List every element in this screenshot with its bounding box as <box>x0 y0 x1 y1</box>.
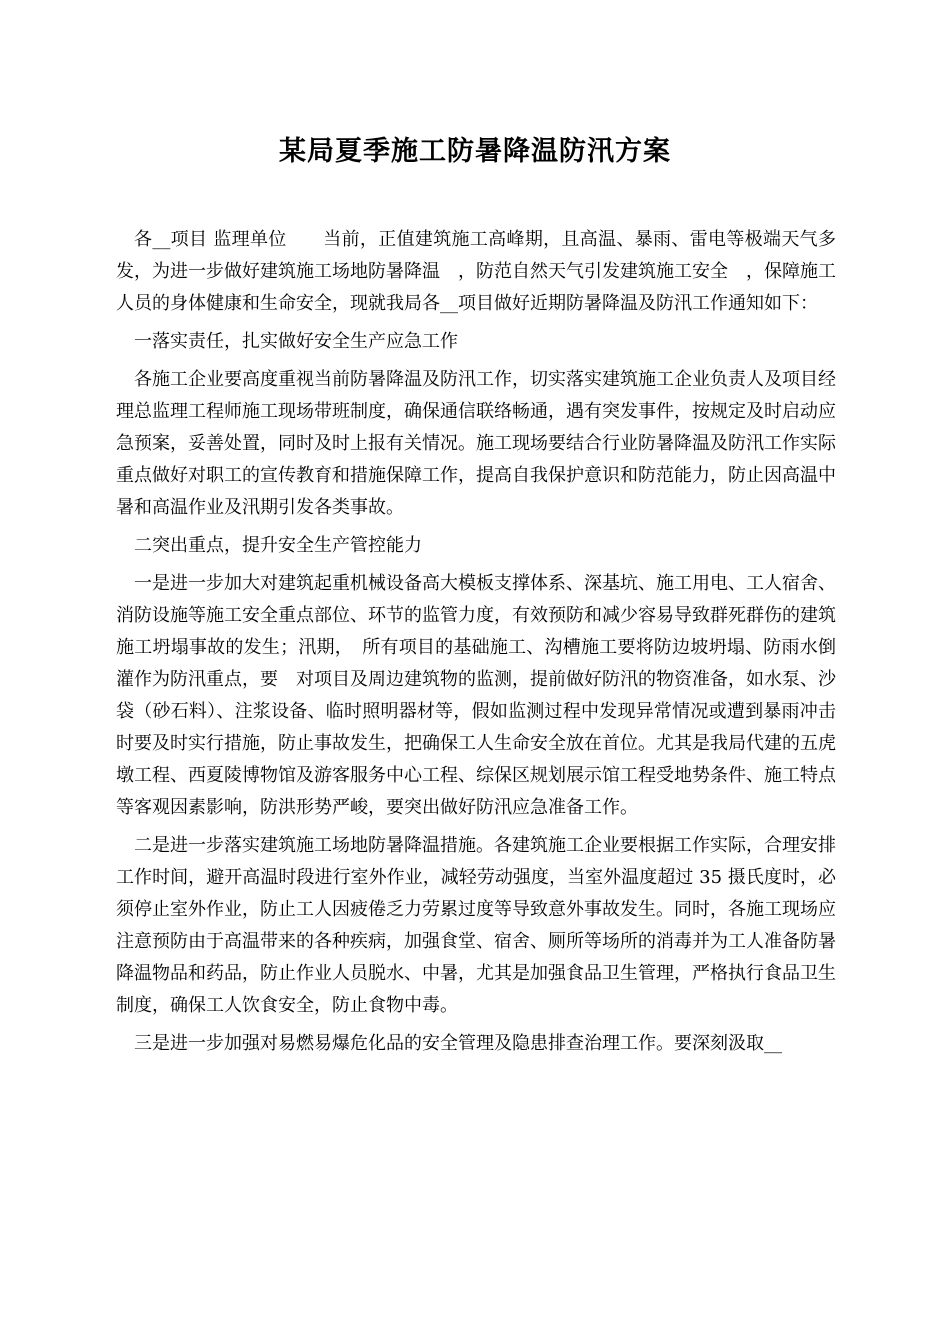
section-2-item-2: 二是进一步落实建筑施工场地防暑降温措施。各建筑施工企业要根据工作实际，合理安排工作时间，避开高温时段进行室外作业，减轻劳动强度，当室外温度超过 35 摄氏度时，必须停止室外作业，防止工人因疲倦乏力劳累过度等导致意外事故发生。同时，各施工现场应注意预防由于高温带来的各种疾病，加强食堂、宿舍、厕所等场所的消毒并为工人准备防暑降温物品和药品，防止作业人员脱水、中暑，尤其是加强食品卫生管理，严格执行食品卫生制度，确保工人饮食安全，防止食物中毒。 <box>116 835 836 1016</box>
document-title: 某局夏季施工防暑降温防汛方案 <box>279 136 671 167</box>
section-heading-2: 二突出重点，提升安全生产管控能力 <box>134 535 422 556</box>
intro-paragraph: 各__项目 监理单位 当前，正值建筑施工高峰期，且高温、暴雨、雷电等极端天气多发，为进一步做好建筑施工场地防暑降温 ，防范自然天气引发建筑施工安全 ，保障施工人员的身体健康和生命安全，现就我局各__项目做好近期防暑降温及防汛工作通知如下： <box>116 229 836 314</box>
section-heading-1: 一落实责任，扎实做好安全生产应急工作 <box>134 331 458 352</box>
section-1-paragraph: 各施工企业要高度重视当前防暑降温及防汛工作，切实落实建筑施工企业负责人及项目经理总监理工程师施工现场带班制度，确保通信联络畅通，遇有突发事件，按规定及时启动应急预案，妥善处置，同时及时上报有关情况。施工现场要结合行业防暑降温及防汛工作实际重点做好对职工的宣传教育和措施保障工作，提高自我保护意识和防范能力，防止因高温中暑和高温作业及汛期引发各类事故。 <box>116 369 836 518</box>
document-body <box>116 224 836 1066</box>
section-2-item-3: 三是进一步加强对易燃易爆危化品的安全管理及隐患排查治理工作。要深刻汲取__ <box>134 1033 782 1054</box>
section-2-item-1: 一是进一步加大对建筑起重机械设备高大模板支撑体系、深基坑、施工用电、工人宿舍、消防设施等施工安全重点部位、环节的监管力度，有效预防和减少容易导致群死群伤的建筑施工坍塌事故的发生；汛期， 所有项目的基础施工、沟槽施工要将防边坡坍塌、防雨水倒灌作为防汛重点，要 对项目及周边建筑物的监测，提前做好防汛的物资准备，如水泵、沙袋（砂石料）、注浆设备、临时照明器材等，假如监测过程中发现异常情况或遭到暴雨冲击时要及时实行措施，防止事故发生，把确保工人生命安全放在首位。尤其是我局代建的五虎墩工程、西夏陵博物馆及游客服务中心工程、综保区规划展示馆工程受地势条件、施工特点等客观因素影响，防洪形势严峻，要突出做好防汛应急准备工作。 <box>116 573 836 818</box>
